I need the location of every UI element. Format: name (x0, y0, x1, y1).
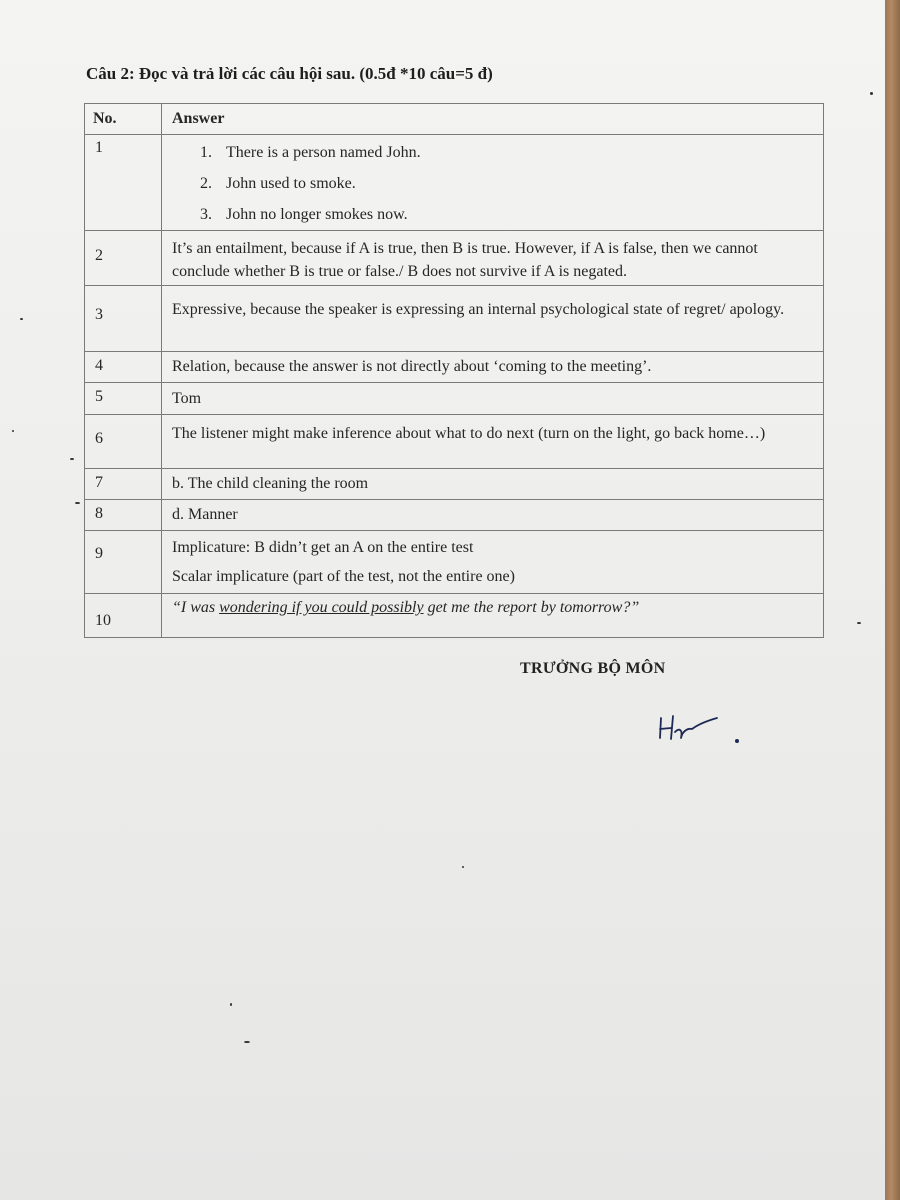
table-row (85, 415, 824, 469)
row-answer: Expressive, because the speaker is expressing an internal psychological state of regret/ apology. (172, 301, 785, 318)
row-answer: The listener might make inference about what to do next (turn on the light, go back home…) (172, 425, 766, 442)
row-answer: Tom (172, 390, 202, 407)
row-number: 9 (95, 545, 103, 562)
table-row (85, 286, 824, 352)
signature-title: TRƯỞNG BỘ MÔN (520, 660, 666, 677)
question-title: Câu 2: Đọc và trả lời các câu hội sau. (0.5đ *10 câu=5 đ) (86, 64, 493, 83)
row-answer: b. The child cleaning the room (172, 475, 369, 492)
table-row (85, 352, 824, 383)
table-row (85, 531, 824, 594)
row-answer: “I was wondering if you could possibly get me the report by tomorrow?” (172, 599, 640, 616)
table-row (85, 469, 824, 500)
row-number: 2 (95, 247, 103, 264)
header-answer: Answer (162, 104, 824, 135)
row-number: 1 (85, 135, 162, 231)
list-item: 2. John used to smoke. (200, 175, 356, 192)
table-row (85, 594, 824, 638)
row-number: 10 (95, 612, 111, 629)
row-number: 6 (95, 430, 103, 447)
row-answer (162, 135, 824, 231)
table-row (85, 383, 824, 415)
table-header-row (85, 104, 824, 135)
table-row (85, 135, 824, 231)
handwritten-signature (655, 708, 745, 748)
row-answer: Implicature: B didn’t get an A on the entire test Scalar implicature (part of the test, not the entire one) (172, 539, 515, 585)
answer-table (84, 103, 824, 638)
row-number: 4 (95, 357, 103, 374)
list-item: 1. There is a person named John. (200, 144, 421, 161)
wooden-table-edge (885, 0, 900, 1200)
row-number: 5 (95, 388, 103, 405)
header-no: No. (85, 104, 162, 135)
row-number: 7 (95, 474, 103, 491)
row-number: 8 (95, 505, 103, 522)
row-answer: Relation, because the answer is not directly about ‘coming to the meeting’. (172, 358, 652, 375)
table-row (85, 231, 824, 286)
list-item: 3. John no longer smokes now. (200, 206, 408, 223)
row-answer: d. Manner (172, 506, 238, 523)
table-row (85, 500, 824, 531)
row-number: 3 (95, 306, 103, 323)
row-answer: It’s an entailment, because if A is true, then B is true. However, if A is false, then we cannot conclude whether B is true or false./ B does not survive if A is negated. (172, 240, 758, 280)
